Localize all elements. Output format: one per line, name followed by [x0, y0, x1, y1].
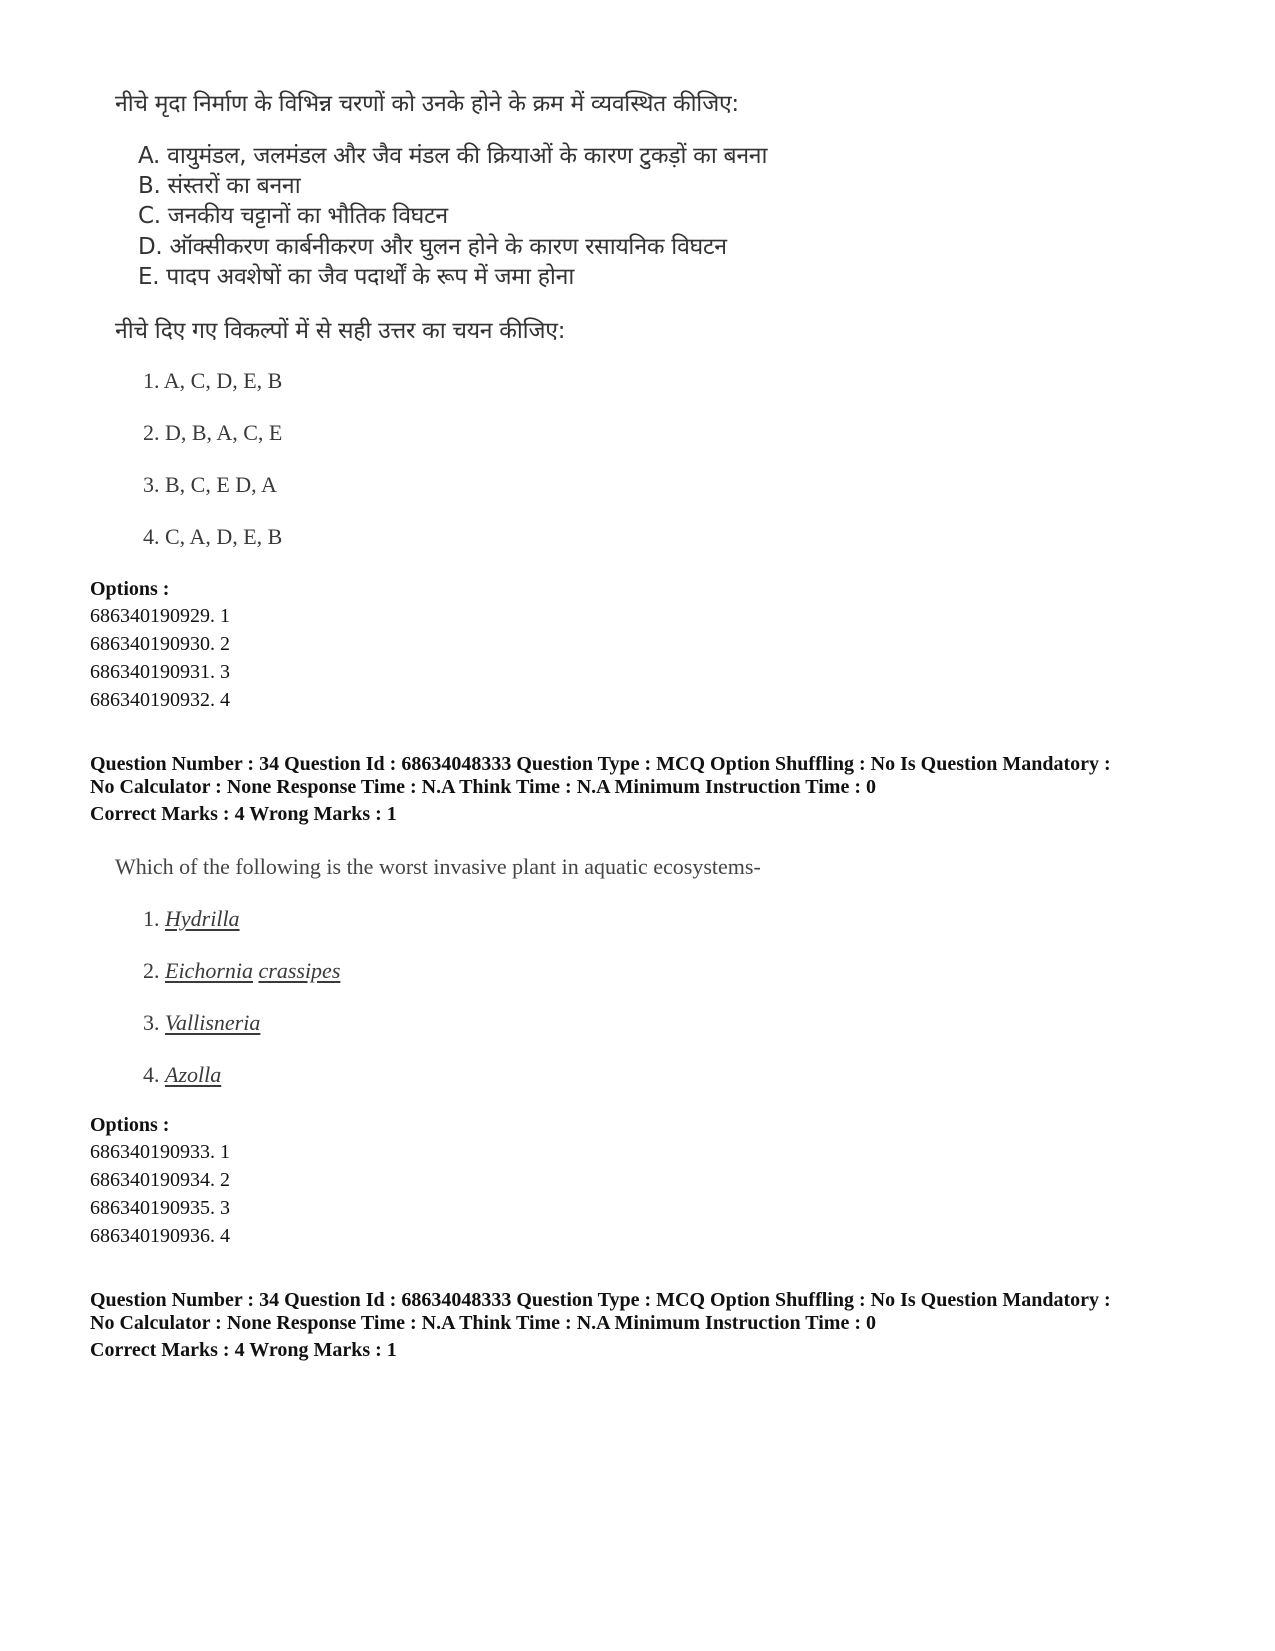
statement-key: B.	[138, 173, 161, 199]
q34-choice-1	[143, 906, 240, 932]
choice-species-epithet: crassipes	[258, 958, 341, 983]
q33-option-1: 686340190929. 1	[90, 605, 230, 627]
q34-options-label: Options :	[90, 1114, 170, 1136]
q34-option-3: 686340190935. 3	[90, 1197, 230, 1219]
q33-statement-a	[138, 138, 767, 170]
choice-species-name: Vallisneria	[165, 1010, 261, 1035]
q33-option-4: 686340190932. 4	[90, 689, 230, 711]
q33-statement-b	[138, 168, 300, 200]
choice-species-name: Hydrilla	[165, 906, 240, 931]
choice-species-name: Azolla	[165, 1062, 222, 1087]
q34-option-2: 686340190934. 2	[90, 1169, 230, 1191]
q33-option-3: 686340190931. 3	[90, 661, 230, 683]
q34-meta-line-2: No Calculator : None Response Time : N.A Think Time : N.A Minimum Instruction Time : 0	[90, 776, 876, 798]
choice-number: 1.	[143, 906, 160, 931]
q34-option-1: 686340190933. 1	[90, 1141, 230, 1163]
q35-meta-line-1: Question Number : 34 Question Id : 68634048333 Question Type : MCQ Option Shuffling : No Is Question Mandatory :	[90, 1289, 1111, 1311]
q33-options-label: Options :	[90, 578, 170, 600]
statement-text: संस्तरों का बनना	[167, 173, 301, 199]
q34-choice-2	[143, 958, 340, 984]
q33-option-2: 686340190930. 2	[90, 633, 230, 655]
q33-statement-e	[138, 259, 574, 291]
statement-text: पादप अवशेषों का जैव पदार्थों के रूप में जमा होना	[166, 264, 574, 290]
q33-choose-prompt: नीचे दिए गए विकल्पों में से सही उत्तर का चयन कीजिए:	[115, 318, 566, 344]
statement-key: C.	[138, 203, 161, 229]
statement-key: A.	[138, 143, 161, 169]
q34-meta-line-1: Question Number : 34 Question Id : 68634048333 Question Type : MCQ Option Shuffling : No Is Question Mandatory :	[90, 753, 1111, 775]
choice-number: 4.	[143, 1062, 160, 1087]
q33-statement-d	[138, 229, 727, 261]
q33-statement-c	[138, 198, 448, 230]
statement-key: D.	[138, 234, 163, 260]
q34-choice-4	[143, 1062, 221, 1088]
q34-prompt: Which of the following is the worst invasive plant in aquatic ecosystems-	[115, 854, 761, 879]
q33-choice-3: 3. B, C, E D, A	[143, 472, 277, 497]
statement-text: जनकीय चट्टानों का भौतिक विघटन	[167, 203, 448, 229]
q33-choice-2: 2. D, B, A, C, E	[143, 420, 283, 445]
choice-number: 3.	[143, 1010, 160, 1035]
q35-meta-line-2: No Calculator : None Response Time : N.A Think Time : N.A Minimum Instruction Time : 0	[90, 1312, 876, 1334]
choice-species-name: Eichornia	[165, 958, 253, 983]
statement-text: ऑक्सीकरण कार्बनीकरण और घुलन होने के कारण रसायनिक विघटन	[169, 234, 727, 260]
statement-text: वायुमंडल, जलमंडल और जैव मंडल की क्रियाओं के कारण टुकड़ों का बनना	[167, 143, 768, 169]
choice-number: 2.	[143, 958, 160, 983]
q33-prompt: नीचे मृदा निर्माण के विभिन्न चरणों को उनके होने के क्रम में व्यवस्थित कीजिए:	[115, 91, 739, 117]
statement-key: E.	[138, 264, 160, 290]
q34-option-4: 686340190936. 4	[90, 1225, 230, 1247]
q33-choice-4: 4. C, A, D, E, B	[143, 524, 283, 549]
q35-marks-line: Correct Marks : 4 Wrong Marks : 1	[90, 1339, 397, 1361]
q33-choice-1: 1. A, C, D, E, B	[143, 368, 283, 393]
q34-choice-3	[143, 1010, 260, 1036]
q34-marks-line: Correct Marks : 4 Wrong Marks : 1	[90, 803, 397, 825]
